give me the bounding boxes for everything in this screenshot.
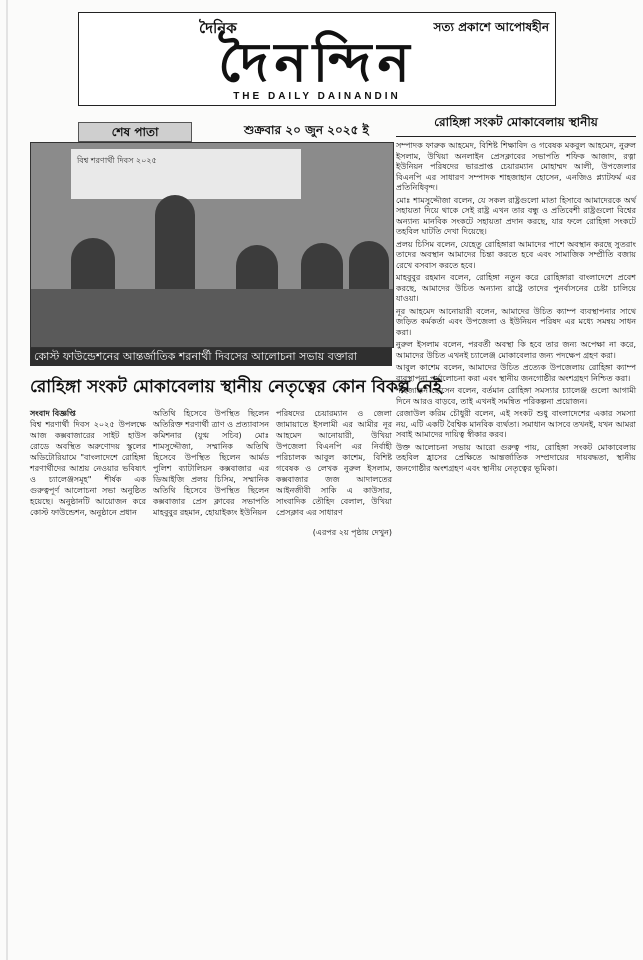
right-paragraph: প্রলয় চিসিম বলেন, যেহেতু রোহিঙ্গারা আমাদের পাশে অবস্থান করছে সুতরাং তাদের অবস্থান আমাদের চিন্তা করতে হবে এবং সামাজিক সম্প্রীতি বজায় রেখে বসবাস করতে হবে। (396, 239, 636, 270)
event-photo (30, 142, 394, 348)
masthead-tagline: সত্য প্রকাশে আপোষহীন (433, 20, 549, 34)
lead-byline: সংবাদ বিজ্ঞপ্তি (30, 409, 76, 418)
right-article (396, 114, 636, 960)
right-paragraph: রেজাউল করিম চৌধুরী বলেন, এই সংকট শুধু বাংলাদেশের একার সমস্যা নয়, এটি একটি বৈশ্বিক মানবিক ব্যর্থতা। সমাধান আসবে তখনই, যখন আমরা সবাই আমাদের দায়িত্ব স্বীকার করব। (396, 409, 636, 439)
right-paragraph: মাহবুবুর রহমান বলেন, রোহিঙ্গা নতুন করে রোহিঙ্গারা বাংলাদেশে প্রবেশ করছে, আমাদের উচিত অন্যান্য রাষ্ট্রে তাদের পুনর্বাসনের চেষ্টা চালিয়ে যাওয়া। (396, 273, 636, 303)
right-paragraph: শাহজাহান হোসেন বলেন, বর্তমান রোহিঙ্গা সমস্যার চ্যালেঞ্জ গুলো আগামী দিনে আরও বাড়বে, তাই এখনই সমন্বিত পরিকল্পনা প্রয়োজন। (396, 386, 636, 406)
masthead-name: দৈনন্দিন (218, 30, 416, 94)
photo-table (31, 289, 393, 347)
lead-headline: রোহিঙ্গা সংকট মোকাবেলায় স্থানীয় নেতৃত্বের কোন বিকল্প নেই (30, 377, 442, 397)
photo-banner (71, 149, 301, 199)
right-article-title: রোহিঙ্গা সংকট মোকাবেলায় স্থানীয় (396, 114, 636, 137)
right-paragraph: নুরুল ইসলাম বলেন, পরবর্তী অবস্থা কি হবে তার জন্য অপেক্ষা না করে, আমাদের উচিত এখনই চ্যালেঞ্জ মোকাবেলার জন্য পদক্ষেপ গ্রহণ করা। (396, 340, 636, 360)
lead-column-3: পরিষদের চেয়ারম্যান ও জেলা জামায়াতে ইসলামী এর আমীর নূর আহমেদ আনোয়ারী, উখিয়া উপজেলা বিএনপি এর নির্বাহী পরিচালক আবুল কাশেম, বিশিষ্ট গবেষক ও লেখক নুরুল ইসলাম, কক্সবাজার জজ আদালতের আইনজীবী সাকি এ কাউসার, সাংবাদিক তৌহিদ বেলাল, উখিয়া প্রেসক্লাব এর সাধারণ (276, 409, 392, 517)
lead-column-1-text: বিশ্ব শরণার্থী দিবস ২০২৫ উপলক্ষে আজ কক্সবাজারের সাইট হাউস রোডে অবস্থিত অরুণোদয় স্কুলের অডিটোরিয়ামে "বাংলাদেশে রোহিঙ্গা শরণার্থীদের আশ্রয় নেওয়ার ভবিষ্যৎ ও চ্যালেঞ্জসমূহ" শীর্ষক এক গুরুত্বপূর্ণ আলোচনা সভা অনুষ্ঠিত হয়েছে। অনুষ্ঠানটি আয়োজন করে কোস্ট ফাউন্ডেশন, অনুষ্ঠানে প্রধান (30, 420, 146, 517)
photo-caption: কোস্ট ফাউন্ডেশনের আন্তর্জাতিক শরনার্থী দিবসের আলোচনা সভায় বক্তারা (30, 348, 392, 366)
lead-column-2: অতিথি হিসেবে উপস্থিত ছিলেন অতিরিক্ত শরণার্থী ত্রাণ ও প্রত্যাবাসন কমিশনার (যুগ্ম সচিব) মোঃ শামসুদ্দৌজা, সম্মানিক অতিথি হিসেবে উপস্থিত ছিলেন আর্মড পুলিশ ব্যাটালিয়ন কক্সবাজার এর ডিআইজি প্রলয় চিসিম, সম্মানিক অতিথি হিসেবে উপস্থিত ছিলেন কক্সবাজার প্রেস ক্লাবের সভাপতি মাহবুবুর রহমান, হোয়াইক্যং ইউনিয়ন (153, 409, 269, 517)
right-paragraph: উক্ত আলোচনা সভায় আরো গুরুত্ব পায়, রোহিঙ্গা সংকট মোকাবেলায় তহবিল হ্রাসের প্রেক্ষিতে আন্তর্জাতিক সম্প্রদায়ের দায়বদ্ধতা, স্থানীয় জনগোষ্ঠীর অংশগ্রহণ এবং স্থানীয় নেতৃত্বের ভূমিকা। (396, 442, 636, 473)
right-paragraph: মোঃ শামসুদ্দৌজা বলেন, যে সকল রাষ্ট্রগুলো মাতা হিসাবে আমাদেরকে অর্থ সহায়তা দিয়ে থাকে সেই রাষ্ট্র এখন তার বন্ধু ও প্রতিবেশী রাষ্ট্রগুলো বিশ্বের অন্যান্য মানবিক সংকটে সহায়তা প্রদান করছে, যার ফলে রোহিঙ্গা সংকটে তহবিল ঘাটতি দেখা দিয়েছে। (396, 195, 636, 236)
photo-banner-text: বিশ্ব শরণার্থী দিবস ২০২৫ (77, 156, 157, 165)
right-article-body (396, 141, 636, 474)
masthead-small-title: দৈনিক (199, 19, 237, 37)
right-paragraph: নূর আহমেদ আনোয়ারী বলেন, আমাদের উচিত ক্যাম্প ব্যবস্থাপনার সাথে জড়িত কর্মকর্তা এবং উপজেলা ও ইউনিয়ন পরিষদ এর মধ্যে সমন্বয় সাধন করা। (396, 306, 636, 337)
masthead-english-name: THE DAILY DAINANDIN (233, 91, 401, 102)
right-paragraph: সম্পাদক ফারুক আহমেদ, বিশিষ্ট শিক্ষাবিদ ও গবেষক মকবুল আহমেদ, নুরুল ইসলাম, উখিয়া অনলাইন প্রেসক্লাবের সভাপতি শফিক আজাদ, রত্না ইউনিয়ন পরিষদের ভারপ্রাপ্ত চেয়ারম্যান মোহাম্মদ আলী, উপজেলার বিএনপি এর সাধারণ সম্পাদক শাহজাহান হোসেন, এনজিও প্ল্যাটফর্ম এর প্রতিনিধিবৃন্দ। (396, 141, 636, 192)
masthead (78, 12, 556, 106)
continue-note: (এরপর ২য় পৃষ্ঠায় দেখুন) (312, 528, 392, 537)
right-paragraph: আবুল কাশেম বলেন, আমাদের উচিত প্রত্যেক উপজেলায় রোহিঙ্গা ক্যাম্প ব্যবস্থাপনা পর্যালোচনা করা এবং স্থানীয় জনগোষ্ঠীর অংশগ্রহণ নিশ্চিত করা। (396, 363, 636, 383)
page-label: শেষ পাতা (78, 122, 192, 142)
lead-article-body (30, 408, 392, 540)
lead-column-1 (30, 408, 146, 518)
page-fold (6, 0, 8, 960)
dateline: শুক্রবার ২০ জুন ২০২৫ ই (244, 123, 369, 137)
